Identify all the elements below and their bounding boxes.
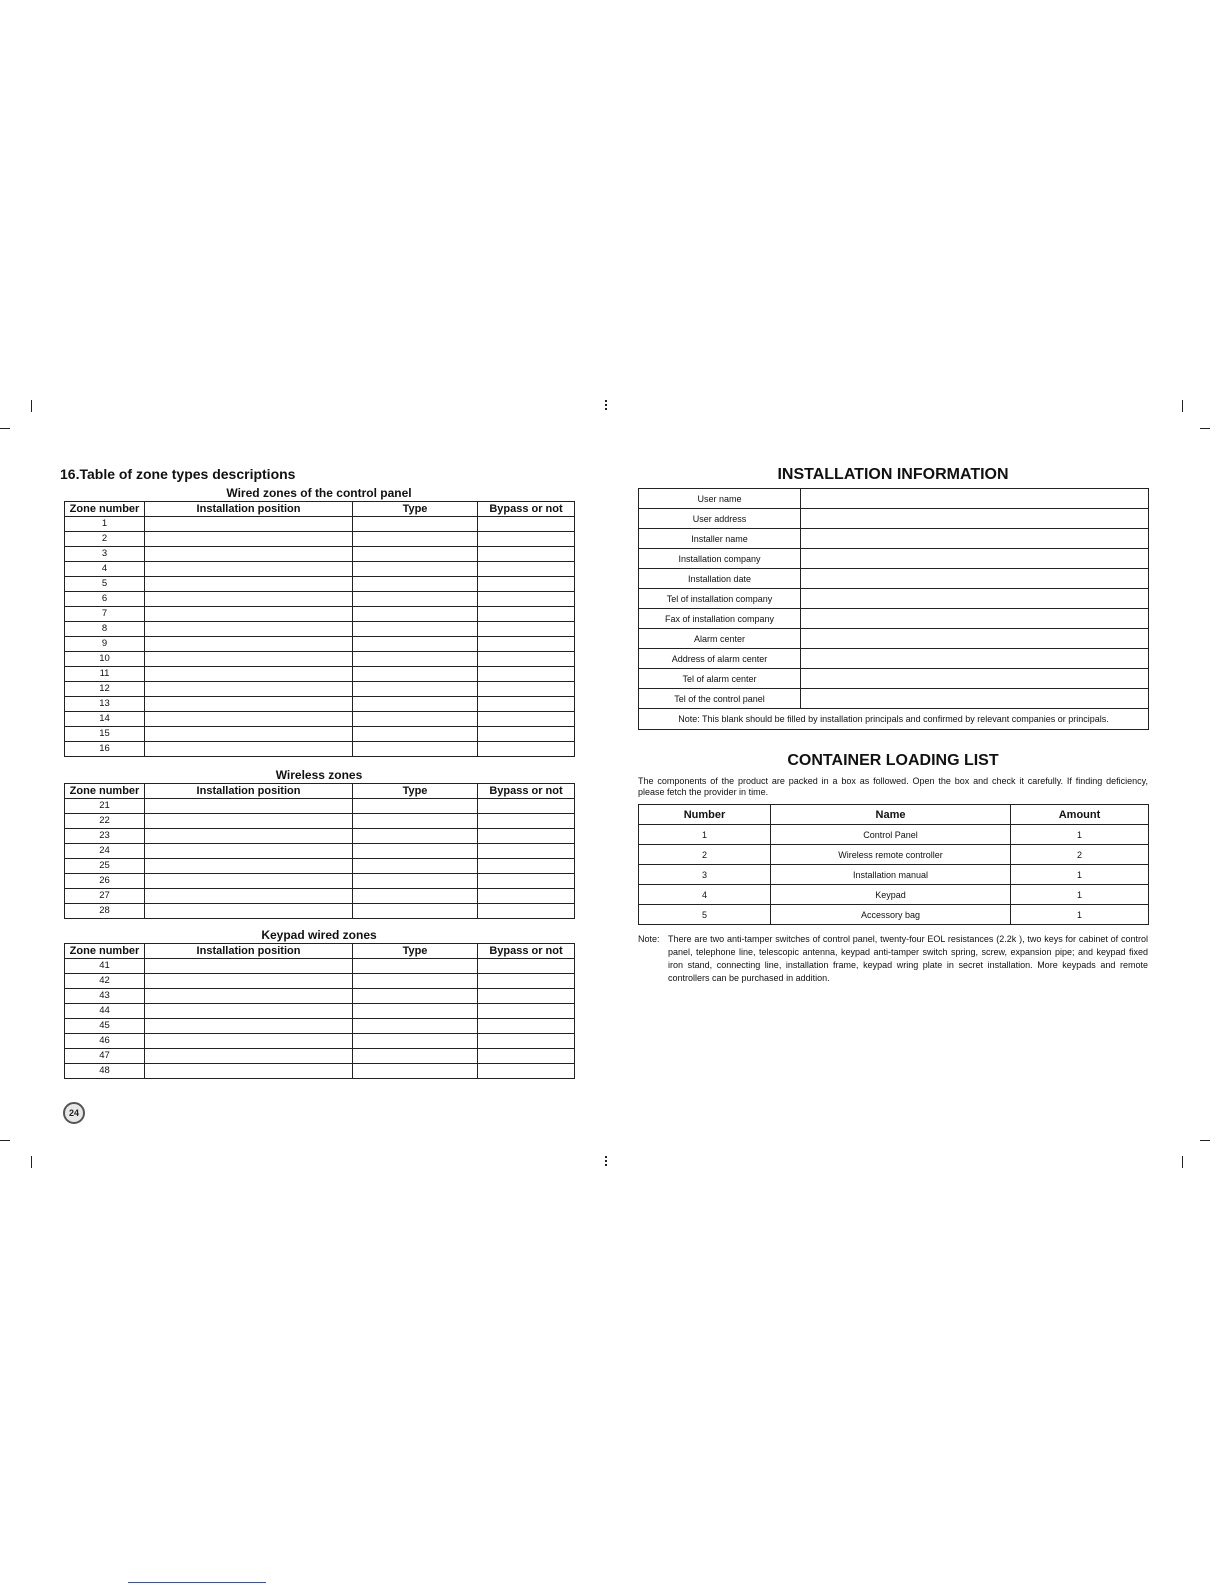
keypad-zones-table (64, 943, 575, 1079)
bypass-cell[interactable] (478, 874, 575, 889)
bypass-cell[interactable] (478, 989, 575, 1004)
amount-cell: 2 (1011, 845, 1149, 865)
zone-number-cell: 2 (65, 532, 145, 547)
col-type: Type (353, 784, 478, 799)
type-cell[interactable] (353, 1019, 478, 1034)
bypass-cell[interactable] (478, 532, 575, 547)
type-cell[interactable] (353, 607, 478, 622)
installation-position-cell[interactable] (145, 989, 353, 1004)
field-label: Installation company (639, 549, 801, 569)
col-amount: Amount (1011, 805, 1149, 825)
page-number: 24 (63, 1102, 85, 1124)
installation-position-cell[interactable] (145, 607, 353, 622)
fold-mark (605, 1156, 607, 1168)
type-cell[interactable] (353, 712, 478, 727)
amount-cell: 1 (1011, 865, 1149, 885)
col-bypass: Bypass or not (478, 944, 575, 959)
table-row (65, 742, 575, 757)
table-header-row (65, 784, 575, 799)
field-value[interactable] (801, 689, 1149, 709)
table-row (639, 569, 1149, 589)
crop-mark (31, 400, 32, 412)
bypass-cell[interactable] (478, 652, 575, 667)
zone-number-cell: 45 (65, 1019, 145, 1034)
zone-number-cell: 41 (65, 959, 145, 974)
type-cell[interactable] (353, 904, 478, 919)
installation-position-cell[interactable] (145, 974, 353, 989)
bypass-cell[interactable] (478, 799, 575, 814)
field-value[interactable] (801, 509, 1149, 529)
installation-info-table (638, 488, 1149, 730)
number-cell: 2 (639, 845, 771, 865)
type-cell[interactable] (353, 622, 478, 637)
type-cell[interactable] (353, 592, 478, 607)
bypass-cell[interactable] (478, 727, 575, 742)
table-row (65, 844, 575, 859)
table-row (65, 974, 575, 989)
bypass-cell[interactable] (478, 844, 575, 859)
zone-number-cell: 26 (65, 874, 145, 889)
table-row (65, 904, 575, 919)
installation-position-cell[interactable] (145, 532, 353, 547)
table-row (65, 874, 575, 889)
installation-position-cell[interactable] (145, 799, 353, 814)
bypass-cell[interactable] (478, 712, 575, 727)
field-value[interactable] (801, 589, 1149, 609)
table-row (65, 697, 575, 712)
zone-number-cell: 25 (65, 859, 145, 874)
table-row (65, 799, 575, 814)
zone-number-cell: 43 (65, 989, 145, 1004)
bypass-cell[interactable] (478, 697, 575, 712)
field-label: Alarm center (639, 629, 801, 649)
table-row (639, 689, 1149, 709)
table-row (639, 489, 1149, 509)
installation-position-cell[interactable] (145, 652, 353, 667)
fold-mark (605, 400, 607, 412)
bypass-cell[interactable] (478, 859, 575, 874)
field-label: Tel of installation company (639, 589, 801, 609)
installation-position-cell[interactable] (145, 814, 353, 829)
table-header-row (65, 944, 575, 959)
type-cell[interactable] (353, 547, 478, 562)
zone-number-cell: 10 (65, 652, 145, 667)
type-cell[interactable] (353, 799, 478, 814)
bypass-cell[interactable] (478, 959, 575, 974)
table-row (639, 589, 1149, 609)
type-cell[interactable] (353, 889, 478, 904)
crop-mark (1200, 1140, 1210, 1141)
table-row (639, 509, 1149, 529)
keypad-zones-title: Keypad wired zones (261, 928, 377, 942)
bypass-cell[interactable] (478, 577, 575, 592)
type-cell[interactable] (353, 874, 478, 889)
zone-number-cell: 46 (65, 1034, 145, 1049)
type-cell[interactable] (353, 814, 478, 829)
bypass-cell[interactable] (478, 682, 575, 697)
type-cell[interactable] (353, 829, 478, 844)
bypass-cell[interactable] (478, 622, 575, 637)
col-type: Type (353, 944, 478, 959)
type-cell[interactable] (353, 1049, 478, 1064)
installation-position-cell[interactable] (145, 697, 353, 712)
type-cell[interactable] (353, 1064, 478, 1079)
zone-number-cell: 1 (65, 517, 145, 532)
bypass-cell[interactable] (478, 889, 575, 904)
table-row (65, 859, 575, 874)
table-row (65, 989, 575, 1004)
container-title: CONTAINER LOADING LIST (787, 752, 999, 769)
col-zone-number: Zone number (65, 502, 145, 517)
installation-position-cell[interactable] (145, 742, 353, 757)
installation-position-cell[interactable] (145, 1049, 353, 1064)
zone-number-cell: 48 (65, 1064, 145, 1079)
zone-number-cell: 13 (65, 697, 145, 712)
installation-position-cell[interactable] (145, 859, 353, 874)
crop-mark (1200, 428, 1210, 429)
crop-mark (1182, 400, 1183, 412)
table-row (639, 609, 1149, 629)
zone-number-cell: 4 (65, 562, 145, 577)
zone-number-cell: 16 (65, 742, 145, 757)
zone-number-cell: 42 (65, 974, 145, 989)
bypass-cell[interactable] (478, 829, 575, 844)
number-cell: 1 (639, 825, 771, 845)
installation-position-cell[interactable] (145, 517, 353, 532)
bypass-cell[interactable] (478, 904, 575, 919)
table-row (65, 1019, 575, 1034)
field-label: Installer name (639, 529, 801, 549)
installation-position-cell[interactable] (145, 1034, 353, 1049)
wireless-zones-table (64, 783, 575, 919)
bypass-cell[interactable] (478, 592, 575, 607)
type-cell[interactable] (353, 532, 478, 547)
table-row (65, 1064, 575, 1079)
table-row (639, 905, 1149, 925)
zone-number-cell: 9 (65, 637, 145, 652)
installation-position-cell[interactable] (145, 637, 353, 652)
footer-link-line (128, 1582, 266, 1583)
installation-position-cell[interactable] (145, 959, 353, 974)
type-cell[interactable] (353, 989, 478, 1004)
type-cell[interactable] (353, 577, 478, 592)
type-cell[interactable] (353, 844, 478, 859)
type-cell[interactable] (353, 562, 478, 577)
wired-zones-title: Wired zones of the control panel (226, 486, 412, 500)
installation-position-cell[interactable] (145, 592, 353, 607)
bypass-cell[interactable] (478, 1049, 575, 1064)
bypass-cell[interactable] (478, 1004, 575, 1019)
zone-number-cell: 28 (65, 904, 145, 919)
crop-mark (0, 428, 10, 429)
bypass-cell[interactable] (478, 974, 575, 989)
number-cell: 5 (639, 905, 771, 925)
type-cell[interactable] (353, 697, 478, 712)
wireless-zones-title: Wireless zones (275, 768, 363, 782)
installation-note: Note: This blank should be filled by installation principals and confirmed by relevant companies or principals. (639, 709, 1149, 730)
zone-number-cell: 44 (65, 1004, 145, 1019)
col-number: Number (639, 805, 771, 825)
table-row (639, 549, 1149, 569)
type-cell[interactable] (353, 682, 478, 697)
table-row (65, 577, 575, 592)
zone-number-cell: 24 (65, 844, 145, 859)
type-cell[interactable] (353, 517, 478, 532)
field-value[interactable] (801, 609, 1149, 629)
zone-number-cell: 6 (65, 592, 145, 607)
field-value[interactable] (801, 649, 1149, 669)
col-zone-number: Zone number (65, 784, 145, 799)
field-label: Installation date (639, 569, 801, 589)
name-cell: Accessory bag (771, 905, 1011, 925)
crop-mark (31, 1156, 32, 1168)
col-type: Type (353, 502, 478, 517)
table-row (65, 829, 575, 844)
field-label: User name (639, 489, 801, 509)
table-row (65, 727, 575, 742)
zone-number-cell: 22 (65, 814, 145, 829)
field-value[interactable] (801, 629, 1149, 649)
note-label: Note: (638, 934, 660, 944)
table-row (639, 669, 1149, 689)
zone-number-cell: 11 (65, 667, 145, 682)
table-row (639, 629, 1149, 649)
type-cell[interactable] (353, 637, 478, 652)
table-row (65, 1004, 575, 1019)
table-row (65, 652, 575, 667)
field-value[interactable] (801, 669, 1149, 689)
table-header-row (65, 502, 575, 517)
crop-mark (1182, 1156, 1183, 1168)
name-cell: Keypad (771, 885, 1011, 905)
amount-cell: 1 (1011, 885, 1149, 905)
note-text: There are two anti-tamper switches of control panel, twenty-four EOL resistances (2.2k ), two keys for cabinet of control panel, telephone line, telescopic antenna, keypad anti-tamper switch spring, screw, expansion pipe; and keypad fixed iron stand, connecting line, installation frame, keypad wring plate in secret installation. More keypads and remote controllers can be purchased in addition. (668, 934, 1148, 983)
bypass-cell[interactable] (478, 667, 575, 682)
bypass-cell[interactable] (478, 1064, 575, 1079)
col-zone-number: Zone number (65, 944, 145, 959)
container-loading-table (638, 804, 1149, 925)
installation-position-cell[interactable] (145, 622, 353, 637)
bypass-cell[interactable] (478, 562, 575, 577)
installation-position-cell[interactable] (145, 547, 353, 562)
name-cell: Control Panel (771, 825, 1011, 845)
type-cell[interactable] (353, 859, 478, 874)
table-row (65, 637, 575, 652)
table-row (65, 607, 575, 622)
col-installation-position: Installation position (145, 944, 353, 959)
table-row (65, 517, 575, 532)
number-cell: 3 (639, 865, 771, 885)
type-cell[interactable] (353, 1004, 478, 1019)
col-bypass: Bypass or not (478, 784, 575, 799)
container-note (638, 933, 1148, 985)
zone-number-cell: 47 (65, 1049, 145, 1064)
table-row (639, 885, 1149, 905)
zone-number-cell: 27 (65, 889, 145, 904)
type-cell[interactable] (353, 974, 478, 989)
field-value[interactable] (801, 529, 1149, 549)
amount-cell: 1 (1011, 905, 1149, 925)
zone-number-cell: 14 (65, 712, 145, 727)
table-row (65, 1049, 575, 1064)
bypass-cell[interactable] (478, 1019, 575, 1034)
table-row (65, 682, 575, 697)
installation-position-cell[interactable] (145, 727, 353, 742)
zone-number-cell: 8 (65, 622, 145, 637)
field-value[interactable] (801, 489, 1149, 509)
col-bypass: Bypass or not (478, 502, 575, 517)
installation-position-cell[interactable] (145, 904, 353, 919)
number-cell: 4 (639, 885, 771, 905)
table-row (639, 865, 1149, 885)
bypass-cell[interactable] (478, 607, 575, 622)
crop-mark (0, 1140, 10, 1141)
table-row (65, 814, 575, 829)
container-intro: The components of the product are packed in a box as followed. Open the box and check it carefully. If finding deficiency, please fetch the provider in time. (638, 776, 1148, 797)
installation-position-cell[interactable] (145, 712, 353, 727)
installation-position-cell[interactable] (145, 1019, 353, 1034)
installation-position-cell[interactable] (145, 1004, 353, 1019)
type-cell[interactable] (353, 742, 478, 757)
field-label: User address (639, 509, 801, 529)
bypass-cell[interactable] (478, 814, 575, 829)
col-installation-position: Installation position (145, 502, 353, 517)
installation-position-cell[interactable] (145, 1064, 353, 1079)
zone-number-cell: 21 (65, 799, 145, 814)
section-title: 16.Table of zone types descriptions (60, 466, 296, 482)
table-row (65, 889, 575, 904)
field-label: Address of alarm center (639, 649, 801, 669)
table-header-row (639, 805, 1149, 825)
table-row (65, 532, 575, 547)
installation-position-cell[interactable] (145, 682, 353, 697)
amount-cell: 1 (1011, 825, 1149, 845)
zone-number-cell: 12 (65, 682, 145, 697)
zone-number-cell: 23 (65, 829, 145, 844)
col-name: Name (771, 805, 1011, 825)
field-value[interactable] (801, 549, 1149, 569)
table-row (65, 562, 575, 577)
bypass-cell[interactable] (478, 517, 575, 532)
type-cell[interactable] (353, 959, 478, 974)
table-row (639, 825, 1149, 845)
type-cell[interactable] (353, 652, 478, 667)
wired-zones-table (64, 501, 575, 757)
table-row (639, 649, 1149, 669)
bypass-cell[interactable] (478, 742, 575, 757)
col-installation-position: Installation position (145, 784, 353, 799)
table-row (65, 592, 575, 607)
note-row (639, 709, 1149, 730)
table-row (65, 622, 575, 637)
installation-position-cell[interactable] (145, 829, 353, 844)
table-row (65, 959, 575, 974)
installation-title: INSTALLATION INFORMATION (777, 466, 1009, 483)
field-value[interactable] (801, 569, 1149, 589)
bypass-cell[interactable] (478, 637, 575, 652)
table-row (65, 547, 575, 562)
zone-number-cell: 3 (65, 547, 145, 562)
type-cell[interactable] (353, 727, 478, 742)
table-row (65, 1034, 575, 1049)
bypass-cell[interactable] (478, 547, 575, 562)
table-row (65, 712, 575, 727)
zone-number-cell: 5 (65, 577, 145, 592)
installation-position-cell[interactable] (145, 667, 353, 682)
bypass-cell[interactable] (478, 1034, 575, 1049)
table-row (639, 529, 1149, 549)
zone-number-cell: 15 (65, 727, 145, 742)
installation-position-cell[interactable] (145, 889, 353, 904)
type-cell[interactable] (353, 1034, 478, 1049)
zone-number-cell: 7 (65, 607, 145, 622)
type-cell[interactable] (353, 667, 478, 682)
name-cell: Installation manual (771, 865, 1011, 885)
field-label: Tel of alarm center (639, 669, 801, 689)
installation-position-cell[interactable] (145, 844, 353, 859)
name-cell: Wireless remote controller (771, 845, 1011, 865)
installation-position-cell[interactable] (145, 874, 353, 889)
field-label: Fax of installation company (639, 609, 801, 629)
table-row (639, 845, 1149, 865)
installation-position-cell[interactable] (145, 577, 353, 592)
field-label: Tel of the control panel (639, 689, 801, 709)
table-row (65, 667, 575, 682)
installation-position-cell[interactable] (145, 562, 353, 577)
